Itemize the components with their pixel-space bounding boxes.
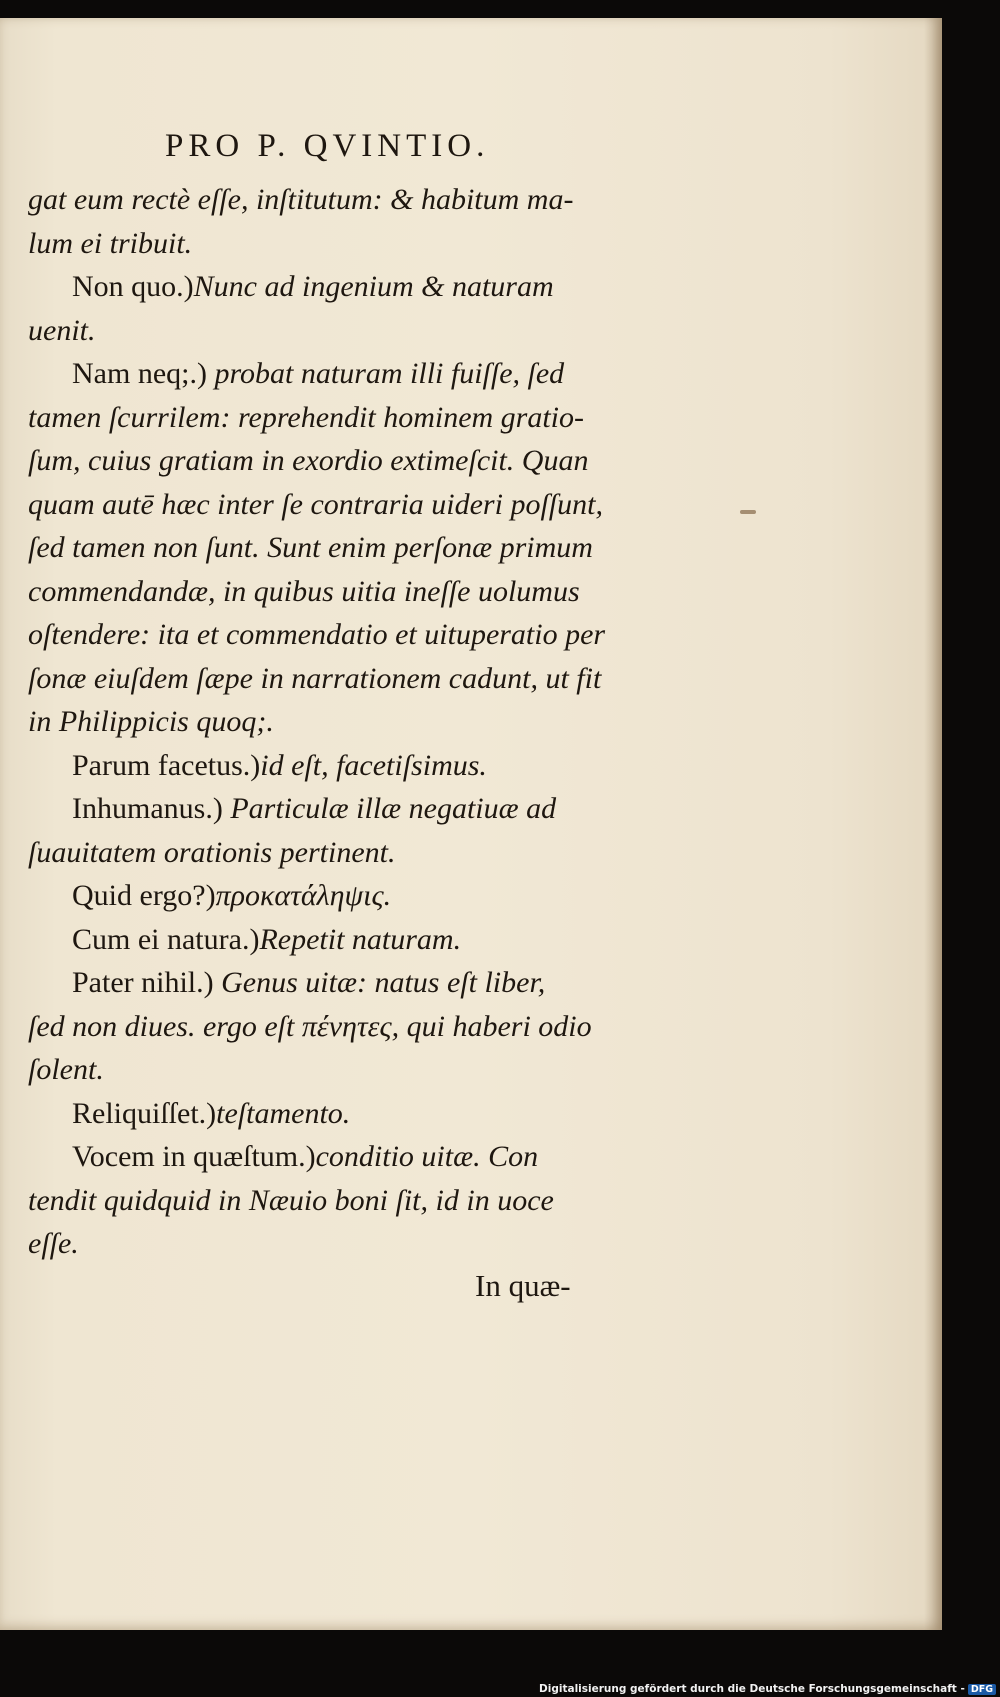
commentary: Nunc ad ingenium & naturam: [193, 270, 554, 303]
text-block: [28, 178, 668, 1266]
commentary: uenit.: [28, 313, 96, 347]
lemma: Quid ergo?): [72, 879, 216, 912]
commentary: προκατάληψις.: [215, 879, 392, 912]
text-line: [28, 526, 668, 570]
catchword: In quæ-: [475, 1268, 571, 1303]
margin-mark: [740, 510, 756, 514]
text-line: [28, 1005, 668, 1049]
text-line: [28, 178, 668, 222]
lemma: Non quo.): [72, 270, 194, 303]
commentary: ſed tamen non ſunt. Sunt enim perſonæ primum: [28, 531, 593, 564]
text-line: [28, 483, 668, 527]
commentary: commendandæ, in quibus uitia ineſſe uolumus: [28, 574, 580, 608]
text-line: [28, 700, 668, 744]
commentary: Genus uitæ: natus eſt liber,: [213, 966, 546, 999]
dfg-logo-icon: DFG: [968, 1684, 996, 1695]
text-line: [28, 1222, 668, 1266]
commentary: ſum, cuius gratiam in exordio extimeſcit. Quan: [28, 444, 589, 477]
text-line: [28, 613, 668, 657]
running-header: PRO P. QVINTIO.: [165, 128, 490, 164]
commentary: lum ei tribuit.: [28, 226, 193, 260]
text-line: [28, 439, 668, 483]
text-line: [28, 787, 668, 831]
commentary: eſſe.: [28, 1227, 79, 1260]
lemma: Parum facetus.): [72, 748, 261, 782]
commentary: gat eum rectè eſſe, inſtitutum: & habitum ma-: [28, 183, 574, 216]
commentary: ſed non diues. ergo eſt πένητες, qui haberi odio: [28, 1009, 592, 1043]
text-line: [28, 657, 668, 701]
commentary: ſolent.: [28, 1053, 104, 1086]
text-line: [28, 1179, 668, 1223]
text-line: [28, 831, 668, 875]
lemma: Vocem in quæſtum.): [72, 1140, 316, 1173]
commentary: quam autē hæc inter ſe contraria uideri poſſunt,: [28, 487, 603, 521]
text-line: [28, 961, 668, 1005]
text-line: [28, 570, 668, 614]
text-line: [28, 874, 668, 918]
lemma: Reliquiſſet.): [72, 1096, 217, 1130]
lemma: Nam neq;.): [72, 357, 207, 390]
commentary: ſuauitatem orationis pertinent.: [28, 835, 396, 869]
commentary: conditio uitæ. Con: [315, 1140, 539, 1173]
commentary: teſtamento.: [216, 1096, 351, 1130]
lemma: Inhumanus.): [72, 792, 223, 825]
commentary: Repetit naturam.: [259, 922, 462, 956]
text-line: [28, 265, 668, 309]
commentary: ſonæ eiuſdem ſæpe in narrationem cadunt, ut fit: [28, 661, 602, 695]
commentary: Particulæ illæ negatiuæ ad: [222, 792, 557, 825]
commentary: id eſt, facetiſsimus.: [260, 748, 487, 782]
lemma: Pater nihil.): [72, 966, 214, 999]
text-line: [28, 1048, 668, 1092]
commentary: in Philippicis quoq;.: [28, 705, 274, 738]
digitization-credit: [539, 1683, 996, 1695]
text-line: [28, 1135, 668, 1179]
credit-text: Digitalisierung gefördert durch die Deutsche Forschungsgemeinschaft -: [539, 1683, 965, 1695]
commentary: probat naturam illi fuiſſe, ſed: [206, 357, 565, 390]
text-line: [28, 309, 668, 353]
text-line: [28, 396, 668, 440]
text-line: [28, 222, 668, 266]
commentary: oſtendere: ita et commendatio et uituperatio per: [28, 618, 606, 651]
commentary: tendit quidquid in Næuio boni ſit, id in uoce: [28, 1183, 554, 1217]
text-line: [28, 918, 668, 962]
commentary: tamen ſcurrilem: reprehendit hominem gratio-: [28, 400, 585, 434]
text-line: [28, 352, 668, 396]
text-line: [28, 744, 668, 788]
book-page: [0, 18, 942, 1630]
text-line: [28, 1092, 668, 1136]
lemma: Cum ei natura.): [72, 922, 260, 956]
